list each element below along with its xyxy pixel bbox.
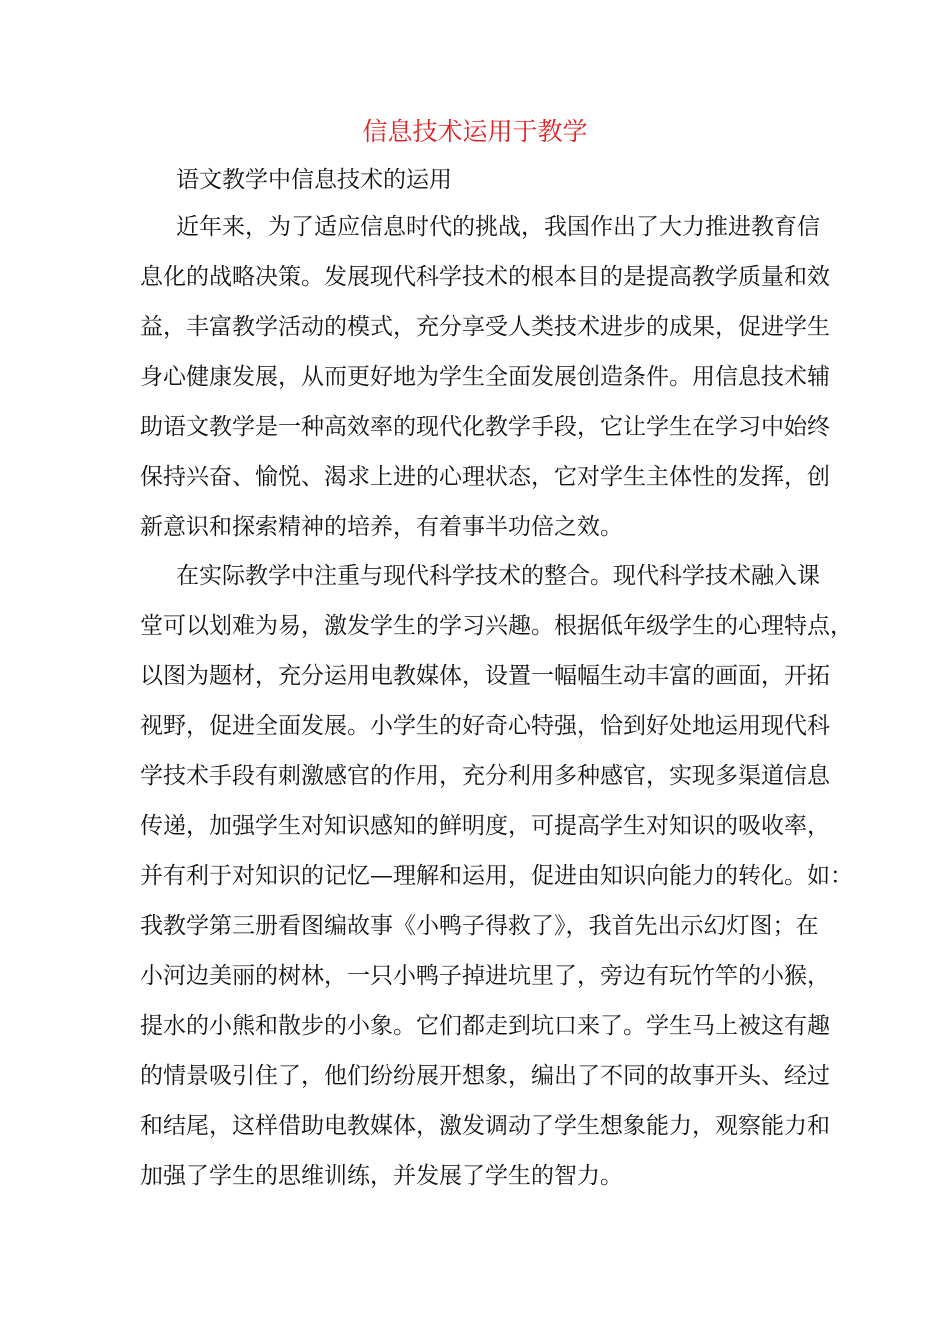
section-subtitle: 语文教学中信息技术的运用 <box>176 167 452 193</box>
paragraph <box>140 551 853 1201</box>
paragraph-line: 身心健康发展，从而更好地为学生全面发展创造条件。用信息技术辅 <box>140 364 830 390</box>
paragraph-line: 和结尾，这样借助电教媒体，激发调动了学生想象能力，观察能力和 <box>140 1113 830 1139</box>
paragraph-line: 学技术手段有刺激感官的作用，充分利用多种感官，实现多渠道信息 <box>140 763 830 789</box>
paragraph-line: 我教学第三册看图编故事《小鸭子得救了》，我首先出示幻灯图；在 <box>140 913 819 939</box>
paragraph-line: 近年来，为了适应信息时代的挑战，我国作出了大力推进教育信 <box>176 214 820 240</box>
paragraph-line: 小河边美丽的树林，一只小鸭子掉进坑里了，旁边有玩竹竿的小猴， <box>140 963 830 989</box>
paragraph-line: 堂可以划难为易，激发学生的学习兴趣。根据低年级学生的心理特点， <box>140 613 853 639</box>
paragraph-line: 传递，加强学生对知识感知的鲜明度，可提高学生对知识的吸收率， <box>140 813 830 839</box>
paragraph-line: 提水的小熊和散步的小象。它们都走到坑口来了。学生马上被这有趣 <box>140 1013 830 1039</box>
paragraph-line: 保持兴奋、愉悦、渴求上进的心理状态，它对学生主体性的发挥，创 <box>140 464 830 490</box>
paragraph-line: 视野，促进全面发展。小学生的好奇心特强，恰到好处地运用现代科 <box>140 713 830 739</box>
paragraph-line: 新意识和探索精神的培养，有着事半功倍之效。 <box>140 514 623 540</box>
paragraph-line: 并有利于对知识的记忆—理解和运用，促进由知识向能力的转化。如： <box>140 863 853 889</box>
document-title: 信息技术运用于教学 <box>362 117 588 146</box>
paragraph-line: 加强了学生的思维训练，并发展了学生的智力。 <box>140 1163 623 1189</box>
paragraph-line: 以图为题材，充分运用电教媒体，设置一幅幅生动丰富的画面，开拓 <box>140 663 830 689</box>
paragraph-line: 息化的战略决策。发展现代科学技术的根本目的是提高教学质量和效 <box>140 264 830 290</box>
paragraph-line: 助语文教学是一种高效率的现代化教学手段，它让学生在学习中始终 <box>140 414 830 440</box>
paragraph-line: 益，丰富教学活动的模式，充分享受人类技术进步的成果，促进学生 <box>140 314 830 340</box>
paragraph-line: 的情景吸引住了，他们纷纷展开想象，编出了不同的故事开头、经过 <box>140 1063 830 1089</box>
paragraph <box>140 202 830 552</box>
paragraph-line: 在实际教学中注重与现代科学技术的整合。现代科学技术融入课 <box>176 563 820 589</box>
